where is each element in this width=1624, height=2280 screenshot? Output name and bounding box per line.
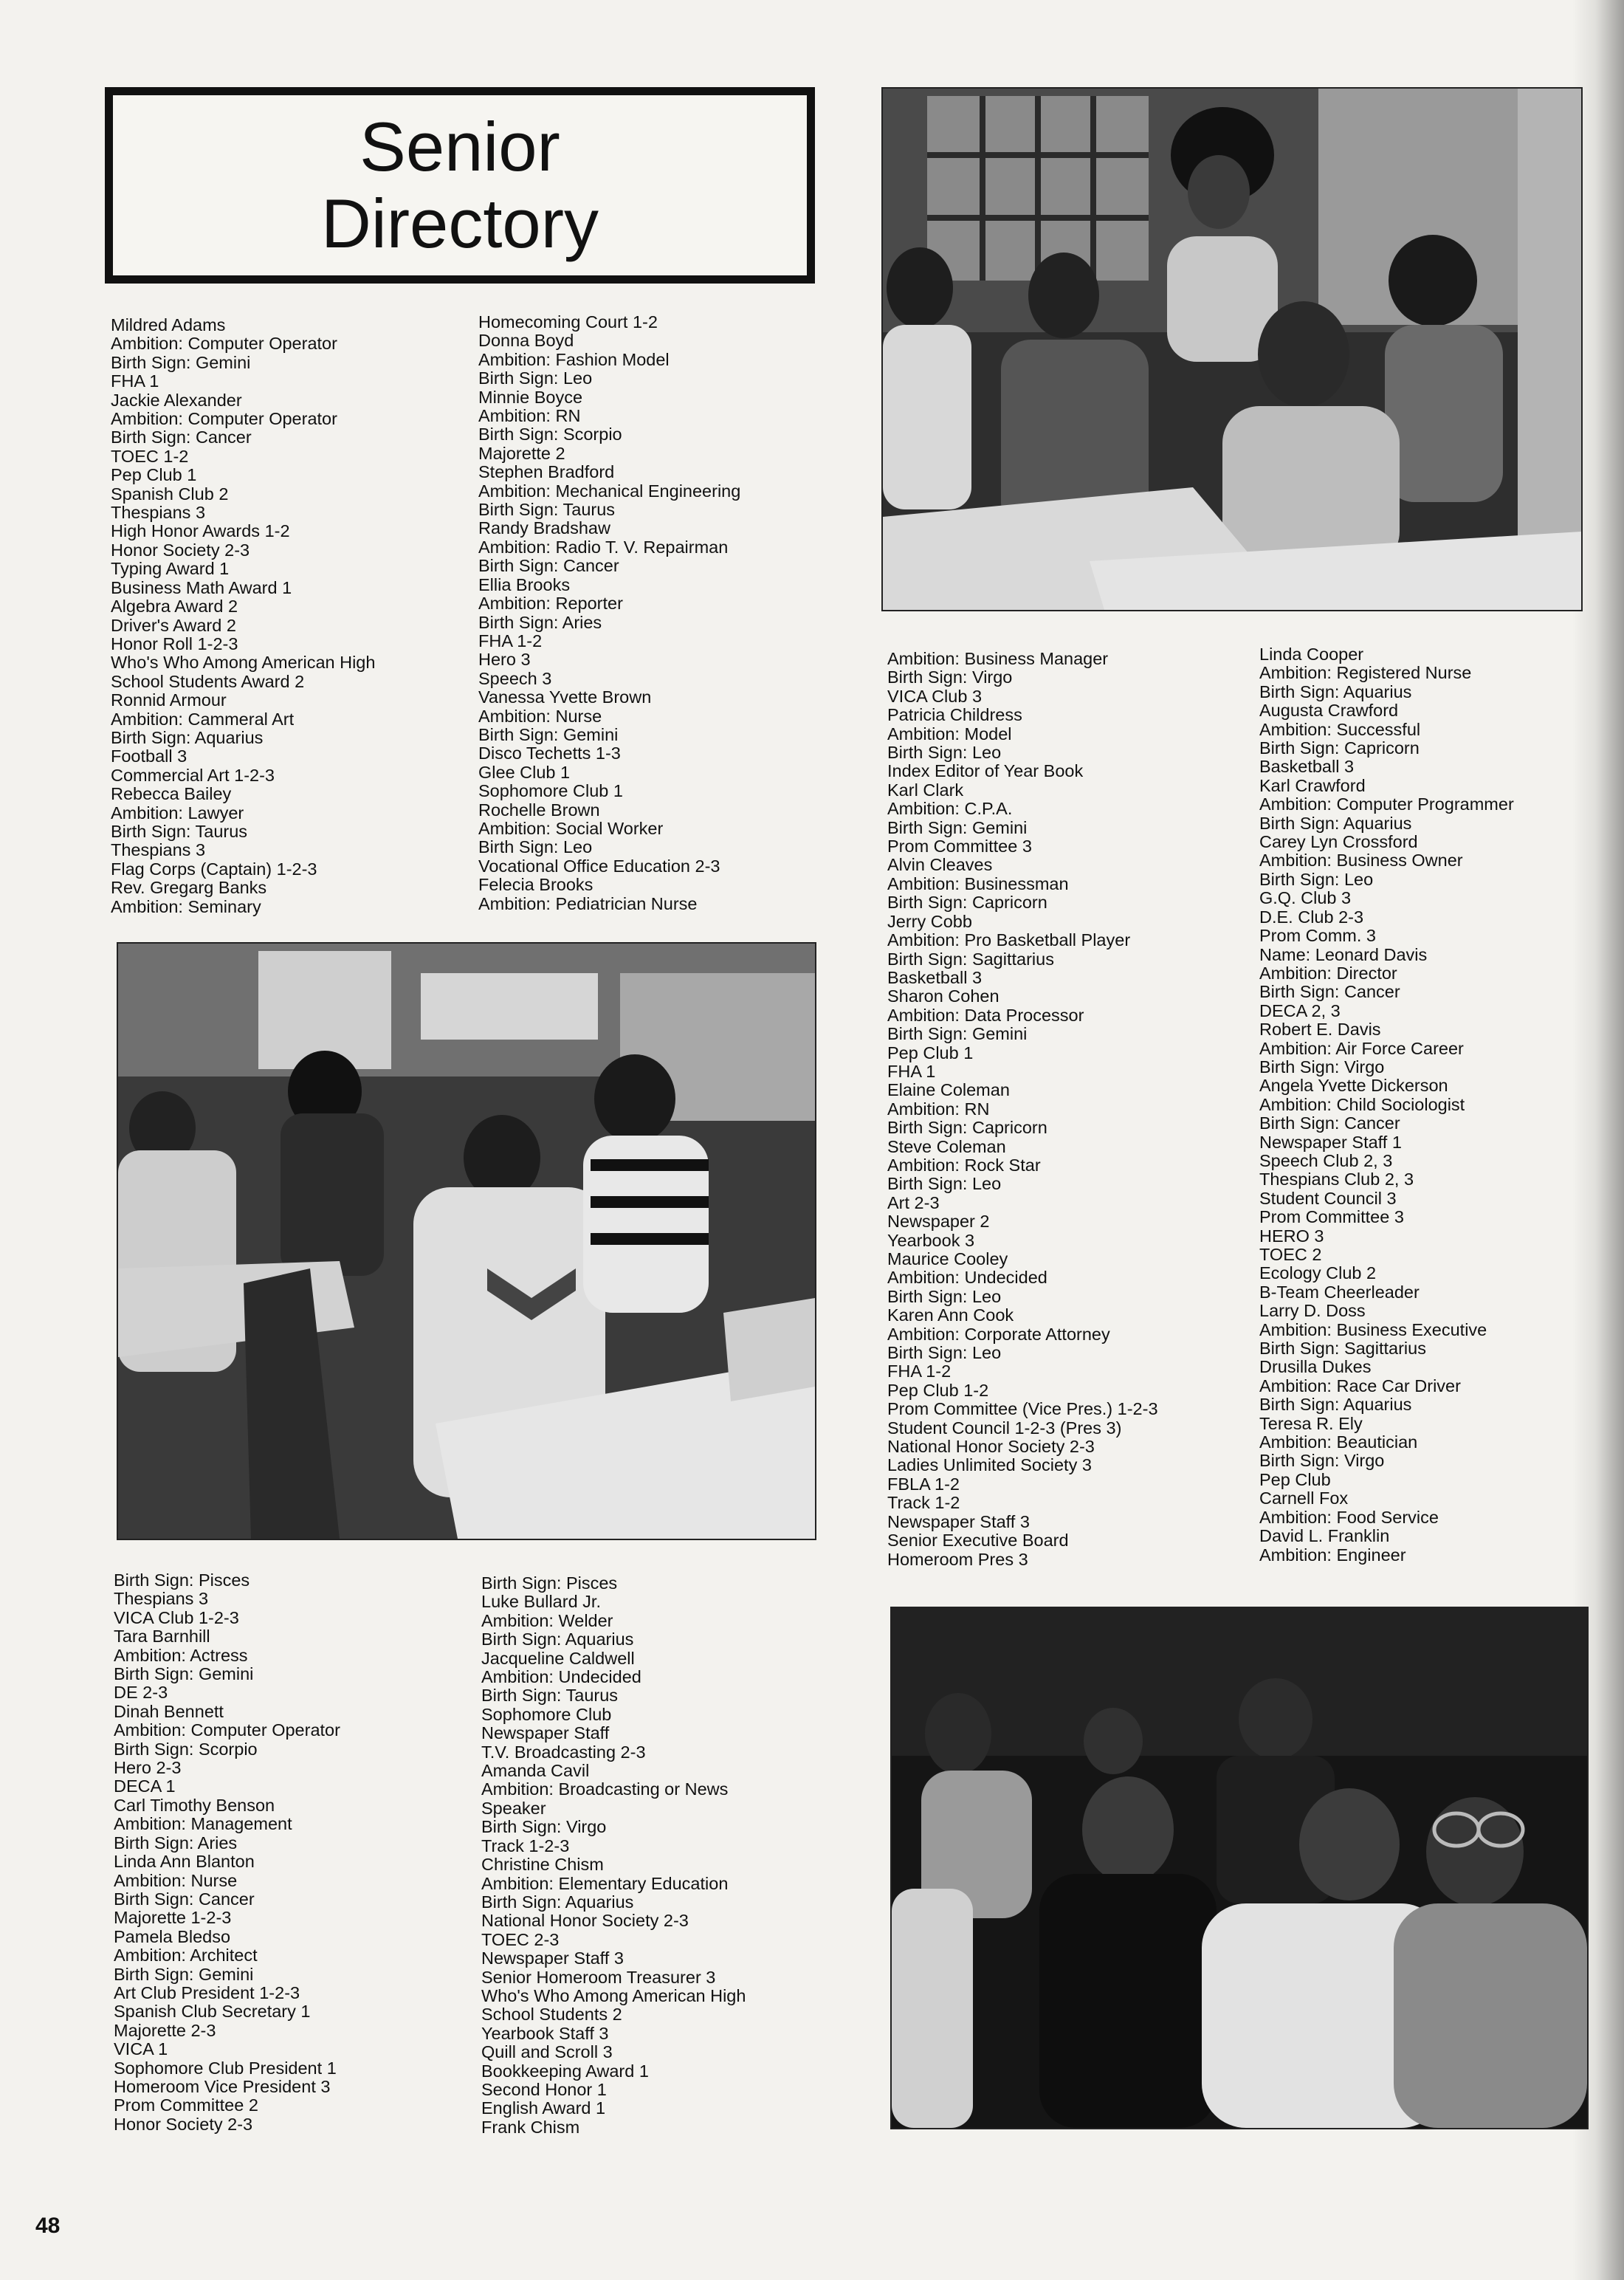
directory-entry: VICA Club 1-2-3: [114, 1607, 239, 1627]
directory-entry: Birth Sign: Leo: [1259, 869, 1374, 889]
directory-entry: Prom Committee 2: [114, 2095, 258, 2115]
directory-entry: Ambition: Welder: [481, 1610, 613, 1630]
directory-entry: Maurice Cooley: [887, 1249, 1008, 1268]
directory-entry: Ambition: Rock Star: [887, 1155, 1041, 1175]
directory-entry: Elaine Coleman: [887, 1080, 1010, 1100]
directory-entry: Newspaper Staff 1: [1259, 1132, 1402, 1152]
directory-entry: Birth Sign: Virgo: [481, 1817, 607, 1837]
directory-entry: Larry D. Doss: [1259, 1301, 1366, 1321]
directory-entry: Birth Sign: Leo: [478, 837, 593, 857]
directory-entry: Yearbook 3: [887, 1230, 975, 1250]
directory-entry: FHA 1-2: [478, 631, 543, 650]
directory-entry: Prom Comm. 3: [1259, 926, 1376, 946]
directory-entry: Ambition: Radio T. V. Repairman: [478, 537, 729, 557]
directory-entry: Birth Sign: Taurus: [111, 821, 248, 841]
directory-entry: Flag Corps (Captain) 1-2-3: [111, 859, 317, 879]
directory-entry: D.E. Club 2-3: [1259, 907, 1364, 927]
directory-entry: Quill and Scroll 3: [481, 2042, 613, 2062]
directory-entry: Art 2-3: [887, 1192, 940, 1212]
directory-entry: Honor Society 2-3: [114, 2114, 253, 2134]
directory-entry: Hero 3: [478, 650, 531, 670]
title-box: [105, 87, 815, 284]
directory-entry: DE 2-3: [114, 1683, 168, 1703]
directory-entry: Ellia Brooks: [478, 574, 571, 594]
directory-entry: Ambition: Computer Operator: [111, 334, 337, 354]
directory-entry: Donna Boyd: [478, 331, 574, 351]
directory-entry: Birth Sign: Aquarius: [481, 1630, 634, 1649]
directory-entry: Ambition: Fashion Model: [478, 349, 670, 369]
directory-entry: Amanda Cavil: [481, 1761, 590, 1781]
directory-entry: Carey Lyn Crossford: [1259, 832, 1418, 852]
directory-entry: Honor Society 2-3: [111, 540, 250, 560]
directory-entry: Birth Sign: Gemini: [111, 352, 251, 372]
directory-entry: Thespians 3: [114, 1589, 209, 1609]
directory-entry: B-Team Cheerleader: [1259, 1282, 1420, 1302]
directory-entry: Second Honor 1: [481, 2079, 607, 2099]
directory-entry: Birth Sign: Sagittarius: [1259, 1339, 1426, 1359]
directory-entry: National Honor Society 2-3: [481, 1911, 689, 1931]
directory-entry: Ambition: Seminary: [111, 896, 261, 916]
directory-entry: Name: Leonard Davis: [1259, 944, 1428, 964]
directory-entry: Ambition: Computer Operator: [114, 1720, 340, 1740]
directory-entry: Karl Crawford: [1259, 775, 1366, 795]
directory-entry: Carnell Fox: [1259, 1488, 1349, 1508]
directory-entry: Birth Sign: Leo: [478, 368, 593, 388]
directory-entry: Ambition: Business Manager: [887, 649, 1109, 668]
directory-entry: Sharon Cohen: [887, 986, 999, 1006]
directory-entry: Ecology Club 2: [1259, 1263, 1377, 1283]
directory-entry: Birth Sign: Gemini: [478, 724, 619, 744]
directory-entry: Senior Executive Board: [887, 1531, 1069, 1551]
directory-entry: G.Q. Club 3: [1259, 888, 1352, 908]
directory-entry: David L. Franklin: [1259, 1526, 1390, 1546]
directory-entry: Tara Barnhill: [114, 1627, 210, 1647]
directory-entry: Ambition: Engineer: [1259, 1545, 1406, 1565]
directory-entry: Algebra Award 2: [111, 597, 238, 617]
directory-entry: FHA 1: [111, 371, 159, 391]
directory-entry: Pep Club 1-2: [887, 1380, 989, 1400]
directory-entry: Birth Sign: Aquarius: [1259, 813, 1412, 833]
directory-entry: Student Council 1-2-3 (Pres 3): [887, 1418, 1122, 1438]
directory-entry: Ambition: Computer Programmer: [1259, 794, 1514, 814]
directory-entry: Birth Sign: Virgo: [887, 667, 1013, 687]
directory-entry: Newspaper Staff 3: [887, 1511, 1030, 1531]
directory-entry: Robert E. Davis: [1259, 1020, 1381, 1040]
directory-entry: Ambition: Director: [1259, 963, 1397, 983]
directory-entry: Ambition: Beautician: [1259, 1432, 1418, 1452]
directory-entry: Basketball 3: [1259, 757, 1355, 777]
directory-entry: Ronnid Armour: [111, 690, 227, 710]
directory-entry: Birth Sign: Aries: [478, 612, 602, 632]
directory-entry: Birth Sign: Scorpio: [478, 425, 622, 444]
directory-entry: Stephen Bradford: [478, 462, 615, 482]
directory-entry: Birth Sign: Virgo: [1259, 1057, 1385, 1077]
directory-entry: Majorette 1-2-3: [114, 1908, 232, 1928]
directory-entry: Ambition: Cammeral Art: [111, 709, 295, 729]
directory-entry: Birth Sign: Leo: [887, 1343, 1002, 1363]
directory-entry: Jerry Cobb: [887, 911, 972, 931]
directory-entry: Homeroom Vice President 3: [114, 2076, 331, 2096]
directory-entry: Index Editor of Year Book: [887, 761, 1084, 781]
directory-entry: Birth Sign: Capricorn: [887, 893, 1047, 913]
directory-entry: FBLA 1-2: [887, 1474, 960, 1494]
directory-entry: Alvin Cleaves: [887, 855, 993, 875]
directory-entry: Ambition: RN: [478, 406, 581, 426]
directory-entry: Majorette 2-3: [114, 2020, 216, 2040]
directory-entry: Ambition: Social Worker: [478, 818, 664, 838]
directory-entry: Ambition: Computer Operator: [111, 409, 337, 429]
directory-entry: Thespians 3: [111, 503, 206, 523]
directory-entry: Steve Coleman: [887, 1136, 1006, 1156]
directory-entry: Disco Techetts 1-3: [478, 744, 621, 763]
directory-entry: Ambition: Business Executive: [1259, 1319, 1487, 1339]
directory-entry: Birth Sign: Gemini: [887, 817, 1028, 837]
directory-entry: Patricia Childress: [887, 705, 1022, 725]
directory-entry: TOEC 2-3: [481, 1929, 560, 1949]
directory-column-4: [1259, 645, 1514, 1565]
directory-entry: Luke Bullard Jr.: [481, 1592, 601, 1612]
directory-entry: Birth Sign: Virgo: [1259, 1451, 1385, 1471]
directory-entry: Birth Sign: Aquarius: [1259, 681, 1412, 701]
page-number: 48: [35, 2214, 61, 2238]
directory-entry: Ambition: Food Service: [1259, 1507, 1439, 1527]
directory-entry: Minnie Boyce: [478, 387, 583, 407]
directory-entry: Birth Sign: Aquarius: [1259, 1395, 1412, 1415]
directory-entry: Ambition: Elementary Education: [481, 1873, 729, 1893]
directory-entry: Ambition: C.P.A.: [887, 799, 1013, 819]
directory-column-5: [114, 1571, 340, 2134]
directory-entry: Art Club President 1-2-3: [114, 1982, 300, 2002]
directory-entry: Commercial Art 1-2-3: [111, 765, 275, 785]
directory-entry: Prom Committee (Vice Pres.) 1-2-3: [887, 1399, 1158, 1419]
directory-entry: Birth Sign: Sagittarius: [887, 949, 1054, 969]
directory-entry: Drusilla Dukes: [1259, 1357, 1372, 1377]
directory-entry: Speech Club 2, 3: [1259, 1150, 1393, 1170]
directory-entry: Ambition: Business Owner: [1259, 851, 1463, 871]
directory-entry: Who's Who Among American High: [111, 653, 376, 673]
directory-entry: Ambition: Nurse: [478, 706, 602, 726]
directory-entry: Ambition: RN: [887, 1099, 990, 1119]
directory-entry: Ladies Unlimited Society 3: [887, 1455, 1092, 1475]
directory-entry: Ambition: Corporate Attorney: [887, 1324, 1110, 1344]
directory-entry: Sophomore Club: [481, 1704, 612, 1724]
directory-entry: Pep Club 1: [111, 465, 197, 485]
directory-entry: Ambition: Nurse: [114, 1870, 238, 1890]
directory-entry: Birth Sign: Gemini: [114, 1664, 254, 1684]
directory-entry: HERO 3: [1259, 1226, 1324, 1246]
directory-column-2: [478, 313, 740, 913]
directory-entry: Pep Club 1: [887, 1043, 974, 1062]
directory-column-6: [481, 1574, 746, 2137]
directory-entry: Ambition: Broadcasting or News: [481, 1779, 729, 1799]
directory-entry: Birth Sign: Cancer: [1259, 1113, 1400, 1133]
directory-entry: Birth Sign: Scorpio: [114, 1739, 258, 1759]
directory-entry: Ambition: Pediatrician Nurse: [478, 893, 698, 913]
directory-entry: Birth Sign: Cancer: [114, 1889, 255, 1909]
directory-entry: Business Math Award 1: [111, 577, 292, 597]
directory-entry: Mildred Adams: [111, 315, 226, 334]
directory-entry: Pep Club: [1259, 1469, 1331, 1489]
directory-entry: Ambition: Management: [114, 1814, 292, 1834]
directory-entry: Angela Yvette Dickerson: [1259, 1076, 1448, 1096]
directory-entry: Birth Sign: Cancer: [478, 556, 619, 576]
directory-entry: Ambition: Pro Basketball Player: [887, 930, 1131, 950]
directory-entry: Speaker: [481, 1798, 546, 1818]
directory-entry: Basketball 3: [887, 967, 983, 987]
directory-entry: Football 3: [111, 746, 187, 766]
directory-entry: Track 1-2-3: [481, 1836, 570, 1855]
directory-entry: Birth Sign: Leo: [887, 1174, 1002, 1194]
directory-entry: DECA 2, 3: [1259, 1000, 1341, 1020]
directory-entry: High Honor Awards 1-2: [111, 521, 290, 541]
directory-entry: Birth Sign: Taurus: [478, 500, 616, 520]
directory-entry: School Students Award 2: [111, 671, 305, 691]
directory-entry: Birth Sign: Capricorn: [887, 1118, 1047, 1138]
directory-entry: Who's Who Among American High: [481, 1985, 746, 2005]
directory-entry: Homecoming Court 1-2: [478, 312, 658, 332]
directory-entry: Birth Sign: Aquarius: [481, 1892, 634, 1912]
directory-entry: School Students 2: [481, 2005, 622, 2025]
classroom-photo-top: [881, 87, 1583, 611]
directory-entry: Newspaper Staff 3: [481, 1948, 624, 1968]
directory-entry: Jacqueline Caldwell: [481, 1648, 635, 1668]
directory-entry: Glee Club 1: [478, 762, 571, 782]
page-title-line-1: Senior: [359, 108, 560, 185]
directory-entry: Vocational Office Education 2-3: [478, 856, 720, 876]
directory-entry: Rochelle Brown: [478, 800, 600, 820]
directory-entry: FHA 1-2: [887, 1362, 952, 1381]
directory-column-3: [887, 650, 1158, 1569]
directory-entry: Ambition: Lawyer: [111, 803, 244, 823]
directory-entry: English Award 1: [481, 2098, 606, 2118]
directory-entry: Birth Sign: Gemini: [114, 1964, 254, 1984]
directory-entry: Karen Ann Cook: [887, 1305, 1014, 1325]
directory-entry: Honor Roll 1-2-3: [111, 633, 238, 653]
directory-entry: Birth Sign: Aquarius: [111, 727, 264, 747]
directory-entry: Homeroom Pres 3: [887, 1549, 1028, 1569]
directory-entry: Ambition: Air Force Career: [1259, 1038, 1464, 1058]
directory-entry: VICA 1: [114, 2039, 168, 2059]
directory-entry: Christine Chism: [481, 1855, 604, 1875]
directory-entry: Birth Sign: Pisces: [481, 1573, 618, 1593]
directory-entry: Hero 2-3: [114, 1758, 182, 1778]
directory-entry: Ambition: Child Sociologist: [1259, 1094, 1465, 1114]
directory-entry: Driver's Award 2: [111, 615, 236, 635]
directory-entry: Spanish Club Secretary 1: [114, 2002, 311, 2022]
directory-entry: Student Council 3: [1259, 1188, 1397, 1208]
directory-entry: Ambition: Data Processor: [887, 1005, 1084, 1025]
directory-entry: Vanessa Yvette Brown: [478, 687, 652, 707]
directory-entry: Newspaper Staff: [481, 1723, 610, 1743]
directory-entry: Prom Committee 3: [887, 837, 1032, 856]
directory-entry: Ambition: Reporter: [478, 594, 623, 614]
page-title-line-2: Directory: [320, 185, 599, 262]
directory-entry: Birth Sign: Leo: [887, 743, 1002, 763]
directory-entry: Prom Committee 3: [1259, 1207, 1404, 1227]
directory-entry: Linda Ann Blanton: [114, 1852, 255, 1872]
directory-entry: Carl Timothy Benson: [114, 1795, 275, 1815]
directory-entry: Felecia Brooks: [478, 875, 593, 895]
directory-entry: Ambition: Race Car Driver: [1259, 1376, 1461, 1395]
directory-entry: TOEC 2: [1259, 1245, 1322, 1264]
directory-entry: Yearbook Staff 3: [481, 2023, 609, 2043]
classroom-photo-middle: [117, 942, 816, 1540]
directory-entry: FHA 1: [887, 1061, 936, 1081]
directory-entry: Ambition: Businessman: [887, 873, 1069, 893]
directory-entry: Karl Clark: [887, 780, 964, 800]
group-photo-bottom: [890, 1607, 1589, 2129]
directory-entry: Birth Sign: Leo: [887, 1286, 1002, 1306]
directory-entry: Ambition: Actress: [114, 1645, 248, 1665]
directory-entry: Ambition: Registered Nurse: [1259, 663, 1472, 683]
directory-entry: Birth Sign: Taurus: [481, 1686, 619, 1706]
directory-entry: Majorette 2: [478, 443, 565, 463]
directory-entry: DECA 1: [114, 1776, 176, 1796]
directory-entry: Thespians 3: [111, 840, 206, 860]
directory-entry: Birth Sign: Cancer: [111, 428, 252, 447]
directory-entry: Bookkeeping Award 1: [481, 2061, 649, 2081]
directory-entry: National Honor Society 2-3: [887, 1437, 1095, 1457]
directory-entry: Sophomore Club 1: [478, 781, 623, 801]
directory-entry: Rebecca Bailey: [111, 784, 232, 804]
directory-entry: Ambition: Successful: [1259, 719, 1421, 739]
directory-entry: Senior Homeroom Treasurer 3: [481, 1967, 716, 1987]
directory-entry: Ambition: Undecided: [481, 1667, 641, 1687]
directory-entry: Birth Sign: Aries: [114, 1833, 238, 1852]
directory-entry: Dinah Bennett: [114, 1701, 224, 1721]
directory-entry: Birth Sign: Capricorn: [1259, 738, 1420, 758]
directory-entry: Ambition: Undecided: [887, 1268, 1047, 1288]
directory-entry: Sophomore Club President 1: [114, 2058, 337, 2078]
directory-entry: Randy Bradshaw: [478, 518, 610, 538]
directory-entry: Newspaper 2: [887, 1212, 990, 1232]
directory-entry: Thespians Club 2, 3: [1259, 1170, 1414, 1189]
directory-entry: Birth Sign: Gemini: [887, 1024, 1028, 1044]
directory-entry: Birth Sign: Cancer: [1259, 982, 1400, 1002]
directory-column-1: [111, 316, 375, 916]
directory-entry: Speech 3: [478, 668, 552, 688]
directory-entry: Augusta Crawford: [1259, 701, 1399, 721]
directory-entry: Spanish Club 2: [111, 484, 229, 504]
directory-entry: Typing Award 1: [111, 559, 230, 579]
directory-entry: Pamela Bledso: [114, 1926, 231, 1946]
directory-entry: Ambition: Model: [887, 724, 1012, 744]
directory-entry: Birth Sign: Pisces: [114, 1570, 250, 1590]
directory-entry: T.V. Broadcasting 2-3: [481, 1742, 646, 1762]
directory-entry: Track 1-2: [887, 1493, 960, 1513]
directory-entry: Linda Cooper: [1259, 645, 1364, 664]
directory-entry: Teresa R. Ely: [1259, 1413, 1363, 1433]
directory-entry: TOEC 1-2: [111, 446, 189, 466]
directory-entry: Rev. Gregarg Banks: [111, 878, 267, 898]
directory-entry: Ambition: Architect: [114, 1946, 258, 1965]
directory-entry: VICA Club 3: [887, 686, 983, 706]
directory-entry: Ambition: Mechanical Engineering: [478, 481, 741, 501]
directory-entry: Jackie Alexander: [111, 390, 242, 410]
directory-entry: Frank Chism: [481, 2117, 580, 2137]
